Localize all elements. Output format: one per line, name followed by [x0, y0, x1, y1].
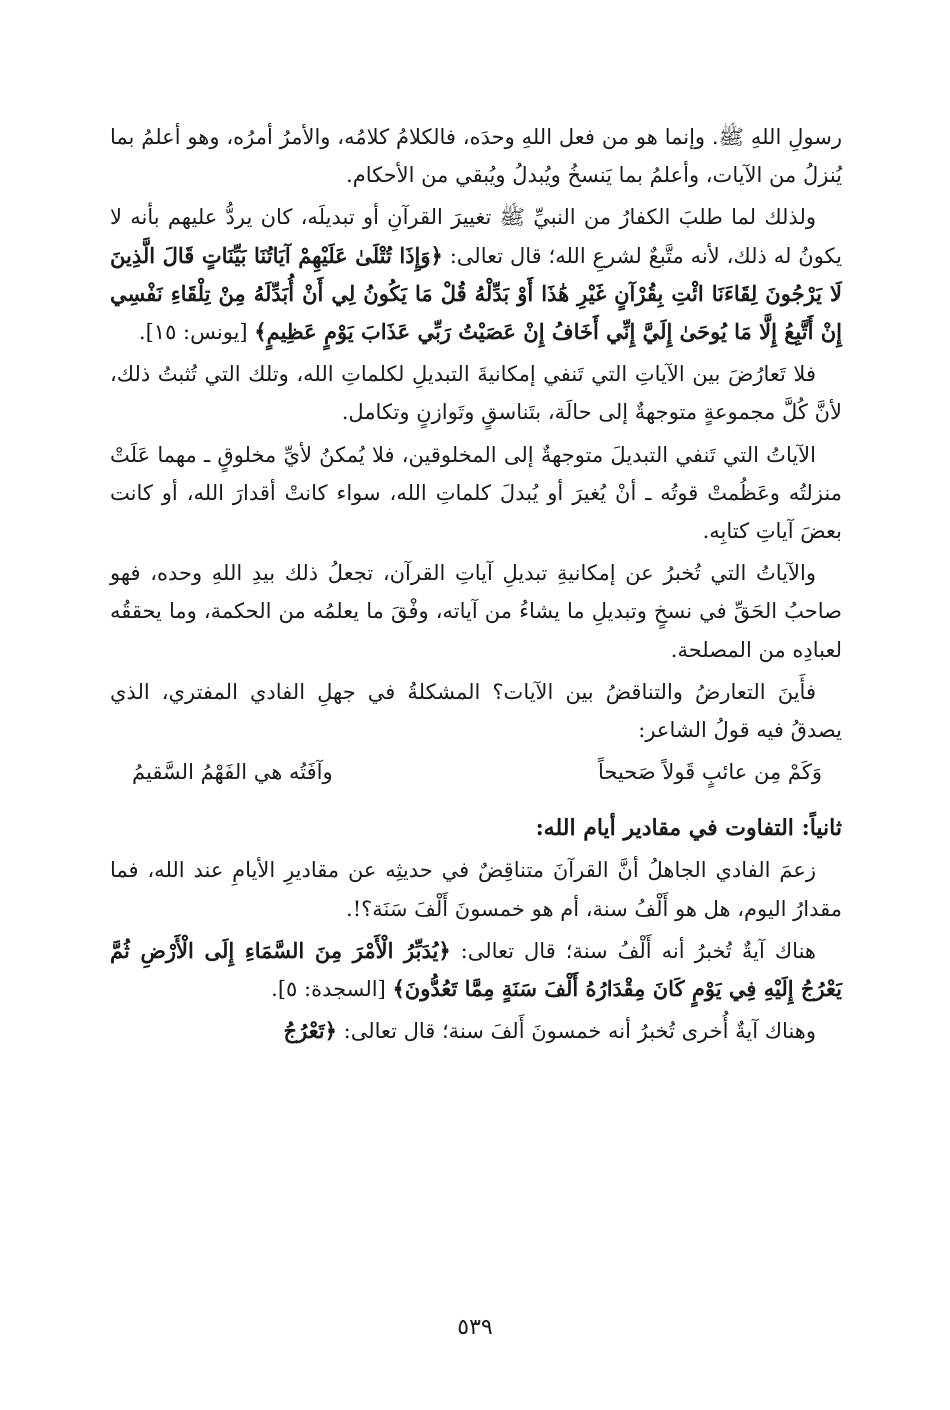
paragraph-another-verse — [110, 1012, 842, 1050]
quran-verse-sajdah-5: ﴿يُدَبِّرُ الْأَمْرَ مِنَ السَّمَاءِ إِلَى الْأَرْضِ ثُمَّ يَعْرُجُ إِلَيْهِ فِي يَوْمٍ كَانَ مِقْدَارُهُ أَلْفَ سَنَةٍ مِمَّا تَعُدُّونَ﴾ — [110, 937, 842, 1002]
paragraph-poet-intro: فأَينَ التعارضُ والتناقضُ بين الآيات؟ المشكلةُ في جهلِ الفادي المفتري، الذي يصدقُ فيه قولُ الشاعر: — [110, 679, 842, 743]
paragraph-allah-alone: والآياتُ التي تُخبرُ عن إمكانيةِ تبديلِ آياتِ القرآن، تجعلُ ذلك بيدِ اللهِ وحده، فهو صاحبُ الحَقِّ في نسخٍ وتبديلِ ما يشاءُ من آياته، وفْقَ ما يعلمُه من الحكمة، وما يحققُه لعبادِه من المصلحة. — [110, 561, 842, 662]
document-page — [110, 118, 842, 1054]
page-number: ٥٣٩ — [457, 1315, 493, 1340]
section-heading: ثانياً: التفاوت في مقادير أيام الله: — [535, 815, 842, 842]
quran-verse-yunus-15: ﴿وَإِذَا تُتْلَىٰ عَلَيْهِمْ آيَاتُنَا بَيِّنَاتٍ قَالَ الَّذِينَ لَا يَرْجُونَ لِقَاءَنَا ائْتِ بِقُرْآنٍ غَيْرِ هَٰذَا أَوْ بَدِّلْهُ قُلْ مَا يَكُونُ لِي أَنْ أُبَدِّلَهُ مِنْ تِلْقَاءِ نَفْسِي إِنْ أَتَّبِعُ إِلَّا مَا يُوحَىٰ إِلَيَّ إِنِّي أَخَافُ إِنْ عَصَيْتُ رَبِّي عَذَابَ يَوْمٍ عَظِيمٍ﴾ — [110, 242, 842, 345]
paragraph-claim: زعمَ الفادي الجاهلُ أنَّ القرآنَ متناقِضٌ في حديثِه عن مقاديرِ الأيامِ عند الله، فما مقدارُ اليوم، هل هو أَلْفُ سنة، أم هو خمسونَ أَلْفَ سَنَة؟!. — [110, 858, 842, 921]
paragraph-continuation: رسولِ اللهِ ﷺ. وإنما هو من فعل اللهِ وحدَه، فالكلامُ كلامُه، والأمرُ أمرُه، وهو أعلمُ بما يُنزلُ من الآيات، وأعلمُ بما يَنسخُ ويُبدلُ ويُبقي من الأحكام. — [110, 125, 842, 188]
paragraph-text: هناك آيةٌ تُخبرُ أنه أَلْفُ سنة؛ قال تعالى: — [450, 938, 816, 963]
paragraph-text: وهناك آيةٌ أُخرى تُخبرُ أنه خمسونَ أَلفَ سنة؛ قال تعالى: — [336, 1019, 816, 1044]
poetry-verse — [132, 753, 822, 791]
paragraph-creatures: الآياتُ التي تَنفي التبديلَ متوجهةٌ إلى المخلوقين، فلا يُمكنُ لأيِّ مخلوقٍ ـ مهما عَلَتْ منزلتُه وعَظُمتْ قوتُه ـ أنْ يُغيرَ أو يُبدلَ كلماتِ الله، سواء كانتْ أقدارَ الله، أو كانت بعضَ آياتِ كتابِه. — [110, 442, 842, 544]
verse-citation: [السجدة: ٥]. — [271, 977, 393, 1002]
verse-citation: [يونس: ١٥]. — [138, 320, 255, 345]
quran-verse-fragment: ﴿تَعْرُجُ — [283, 1018, 337, 1044]
verse-first-hemistich: وَكَمْ مِن عائبٍ قَولاً صَحيحاً — [598, 760, 822, 785]
paragraph-quran-yunus — [110, 198, 842, 351]
paragraph-no-contradiction: فلا تَعارُضَ بين الآياتِ التي تَنفي إمكانيةَ التبديلِ لكلماتِ الله، وتلك التي تُثبتُ ذلك، لأنَّ كُلَّ مجموعةٍ متوجهةٌ إلى حالَة، بتَناسقٍ وتَوازنٍ وتكامل. — [110, 362, 842, 425]
paragraph-quran-sajdah — [110, 932, 842, 1008]
paragraph-text: ولذلك لما طلبَ الكفارُ من النبيِّ ﷺ تغييرَ القرآنِ أو تبديلَه، كان يردُّ عليهم بأنه لا يكونُ له ذلك، لأنه متَّبعٌ لشرعِ الله؛ قال تعالى: — [110, 205, 842, 268]
verse-second-hemistich: وآفَتُه هي الفَهْمُ السَّقيمُ — [132, 760, 333, 785]
